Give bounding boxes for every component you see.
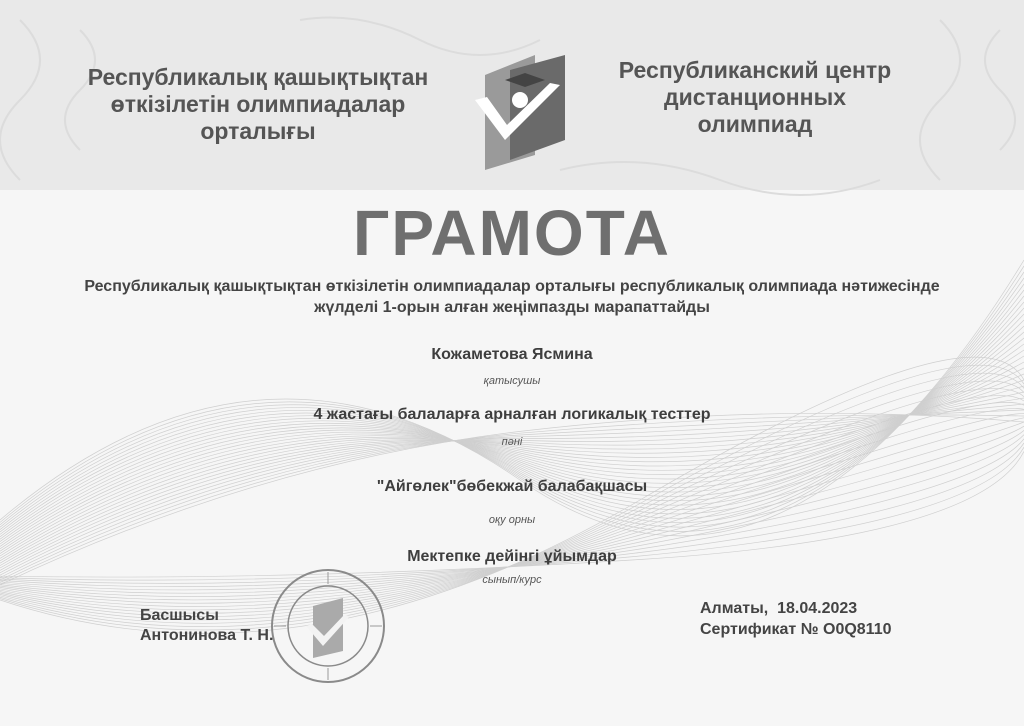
- subject-caption: пәні: [501, 436, 523, 448]
- award-text-line1: Республикалық қашықтықтан өткізілетін олимпиадалар орталығы республикалық олимпиада нәтижесінде: [84, 278, 940, 295]
- header-kz-line1: Республикалық қашықтықтан: [87, 64, 429, 90]
- school-name: "Айгөлек"бөбекжай балабақшасы: [376, 478, 648, 495]
- header-ru-line2: дистанционных: [663, 84, 847, 110]
- place-date: Алматы, 18.04.2023: [700, 600, 858, 617]
- place-date-block: [700, 598, 892, 640]
- signature-name: Антонинова Т. Н.: [140, 627, 274, 644]
- award-text-line2: жүлделі 1-орын алған жеңімпазды марапаттайды: [314, 299, 710, 316]
- participant-name: Кожаметова Ясмина: [431, 346, 593, 363]
- certificate-number: Сертификат № O0Q8110: [700, 621, 892, 638]
- header-ru-line1: Республиканский центр: [618, 57, 892, 83]
- signature-block: [140, 606, 273, 646]
- school-caption: оқу орны: [488, 514, 536, 526]
- wave-line: [0, 362, 1024, 561]
- subject-name: 4 жастағы балаларға арналған логикалық тесттер: [313, 406, 711, 423]
- wave-line: [0, 368, 1024, 563]
- participant-caption: қатысушы: [483, 375, 541, 387]
- grade-caption: сынып/курс: [482, 574, 542, 586]
- certificate-title: ГРАМОТА: [353, 197, 671, 269]
- header-kz-line3: орталығы: [200, 118, 316, 144]
- wave-line: [0, 430, 1024, 593]
- header-ru-line3: олимпиад: [697, 111, 813, 137]
- graduation-check-logo-icon: [465, 45, 575, 175]
- header-kz-line2: өткізілетін олимпиадалар: [110, 91, 406, 117]
- grade-name: Мектепке дейінгі ұйымдар: [407, 548, 617, 565]
- award-text: [50, 276, 974, 318]
- round-seal-icon: [268, 566, 388, 686]
- signature-role: Басшысы: [140, 607, 219, 624]
- header-russian: [590, 57, 920, 138]
- header-kazakh: [58, 64, 458, 145]
- wave-line: [0, 365, 1024, 630]
